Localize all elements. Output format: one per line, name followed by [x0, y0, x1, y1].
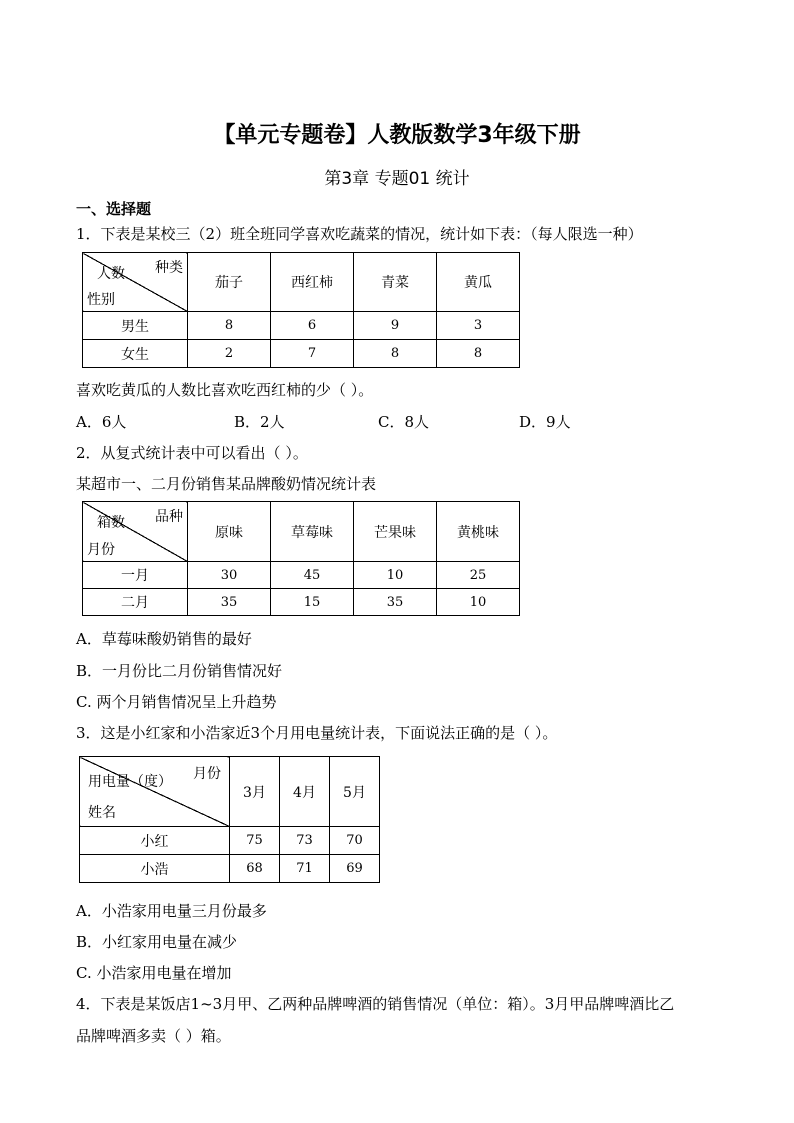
q2-col-header: 草莓味: [271, 502, 354, 562]
q2-row-label: 一月: [83, 562, 188, 589]
q4-stem-line1: 4．下表是某饭店1~3月甲、乙两种品牌啤酒的销售情况（单位：箱）。3月甲品牌啤酒比乙: [76, 995, 675, 1013]
q3-col-header: 5月: [330, 757, 380, 827]
page-title: 【单元专题卷】人教版数学3年级下册: [213, 123, 581, 148]
q3-stem: 3．这是小红家和小浩家近3个月用电量统计表，下面说法正确的是（ ）。: [76, 724, 558, 742]
q3-header-mid-left: 用电量（度）: [88, 774, 172, 790]
q3-col-header: 3月: [230, 757, 280, 827]
q2-option-b[interactable]: B．一月份比二月份销售情况好: [76, 662, 283, 680]
q4-stem-line2: 品牌啤酒多卖（ ）箱。: [76, 1027, 231, 1045]
q3-header-bottom-left: 姓名: [88, 805, 116, 821]
q1-table: [82, 252, 520, 368]
q3-cell: 69: [330, 855, 380, 883]
q2-col-header: 黄桃味: [437, 502, 520, 562]
q1-row-label: 男生: [83, 312, 188, 340]
q1-cell: 7: [271, 340, 354, 368]
q1-cell: 2: [188, 340, 271, 368]
q2-row-label: 二月: [83, 589, 188, 616]
q2-header-top-right: 品种: [155, 509, 183, 525]
q3-table: [79, 756, 380, 883]
q1-header-mid-left: 人数: [97, 266, 125, 282]
q3-cell: 68: [230, 855, 280, 883]
q2-col-header: 芒果味: [354, 502, 437, 562]
q2-header-mid-left: 箱数: [97, 515, 125, 531]
q2-cell: 10: [354, 562, 437, 589]
q1-col-header: 茄子: [188, 253, 271, 312]
q2-caption: 某超市一、二月份销售某品牌酸奶情况统计表: [76, 475, 377, 493]
table-row: [80, 855, 380, 883]
table-row: [83, 562, 520, 589]
q2-stem: 2．从复式统计表中可以看出（ ）。: [76, 444, 308, 462]
q3-option-a[interactable]: A．小浩家用电量三月份最多: [76, 902, 267, 920]
q1-option-c[interactable]: C．8人: [378, 413, 430, 431]
q2-header-diagonal-cell: [83, 502, 188, 562]
q1-header-diagonal-cell: [83, 253, 188, 312]
q3-header-top-right: 月份: [193, 766, 221, 782]
table-row: [83, 589, 520, 616]
q1-question: 喜欢吃黄瓜的人数比喜欢吃西红柿的少（ ）。: [76, 381, 374, 399]
q1-header-bottom-left: 性别: [87, 292, 115, 308]
q2-option-a[interactable]: A．草莓味酸奶销售的最好: [76, 630, 252, 648]
q3-row-label: 小浩: [80, 855, 230, 883]
q3-cell: 70: [330, 827, 380, 855]
q1-option-a[interactable]: A．6人: [76, 413, 127, 431]
q2-option-c[interactable]: C. 两个月销售情况呈上升趋势: [76, 693, 277, 711]
q2-cell: 30: [188, 562, 271, 589]
q1-row-label: 女生: [83, 340, 188, 368]
q2-cell: 10: [437, 589, 520, 616]
q1-option-d[interactable]: D．9人: [519, 413, 571, 431]
q1-cell: 8: [188, 312, 271, 340]
page-subtitle: 第3章 专题01 统计: [324, 169, 470, 189]
table-row: [83, 340, 520, 368]
q2-cell: 35: [354, 589, 437, 616]
q1-cell: 8: [437, 340, 520, 368]
q1-cell: 8: [354, 340, 437, 368]
q2-table: [82, 501, 520, 616]
q2-cell: 15: [271, 589, 354, 616]
q1-col-header: 黄瓜: [437, 253, 520, 312]
q3-col-header: 4月: [280, 757, 330, 827]
q3-cell: 75: [230, 827, 280, 855]
q3-header-diagonal-cell: [80, 757, 230, 827]
q2-col-header: 原味: [188, 502, 271, 562]
q3-option-b[interactable]: B．小红家用电量在减少: [76, 933, 238, 951]
table-row: [80, 827, 380, 855]
q1-cell: 3: [437, 312, 520, 340]
q3-option-c[interactable]: C. 小浩家用电量在增加: [76, 964, 232, 982]
q1-cell: 6: [271, 312, 354, 340]
q2-header-bottom-left: 月份: [87, 542, 115, 558]
q3-cell: 73: [280, 827, 330, 855]
q3-row-label: 小红: [80, 827, 230, 855]
q2-cell: 45: [271, 562, 354, 589]
q2-cell: 25: [437, 562, 520, 589]
table-row: [83, 312, 520, 340]
q1-cell: 9: [354, 312, 437, 340]
q1-stem: 1．下表是某校三（2）班全班同学喜欢吃蔬菜的情况，统计如下表：（每人限选一种）: [76, 225, 643, 243]
section-heading: 一、选择题: [76, 200, 152, 218]
q1-option-b[interactable]: B．2人: [234, 413, 285, 431]
q1-col-header: 青菜: [354, 253, 437, 312]
q3-cell: 71: [280, 855, 330, 883]
q1-col-header: 西红柿: [271, 253, 354, 312]
q2-cell: 35: [188, 589, 271, 616]
q1-header-top-right: 种类: [155, 260, 183, 276]
